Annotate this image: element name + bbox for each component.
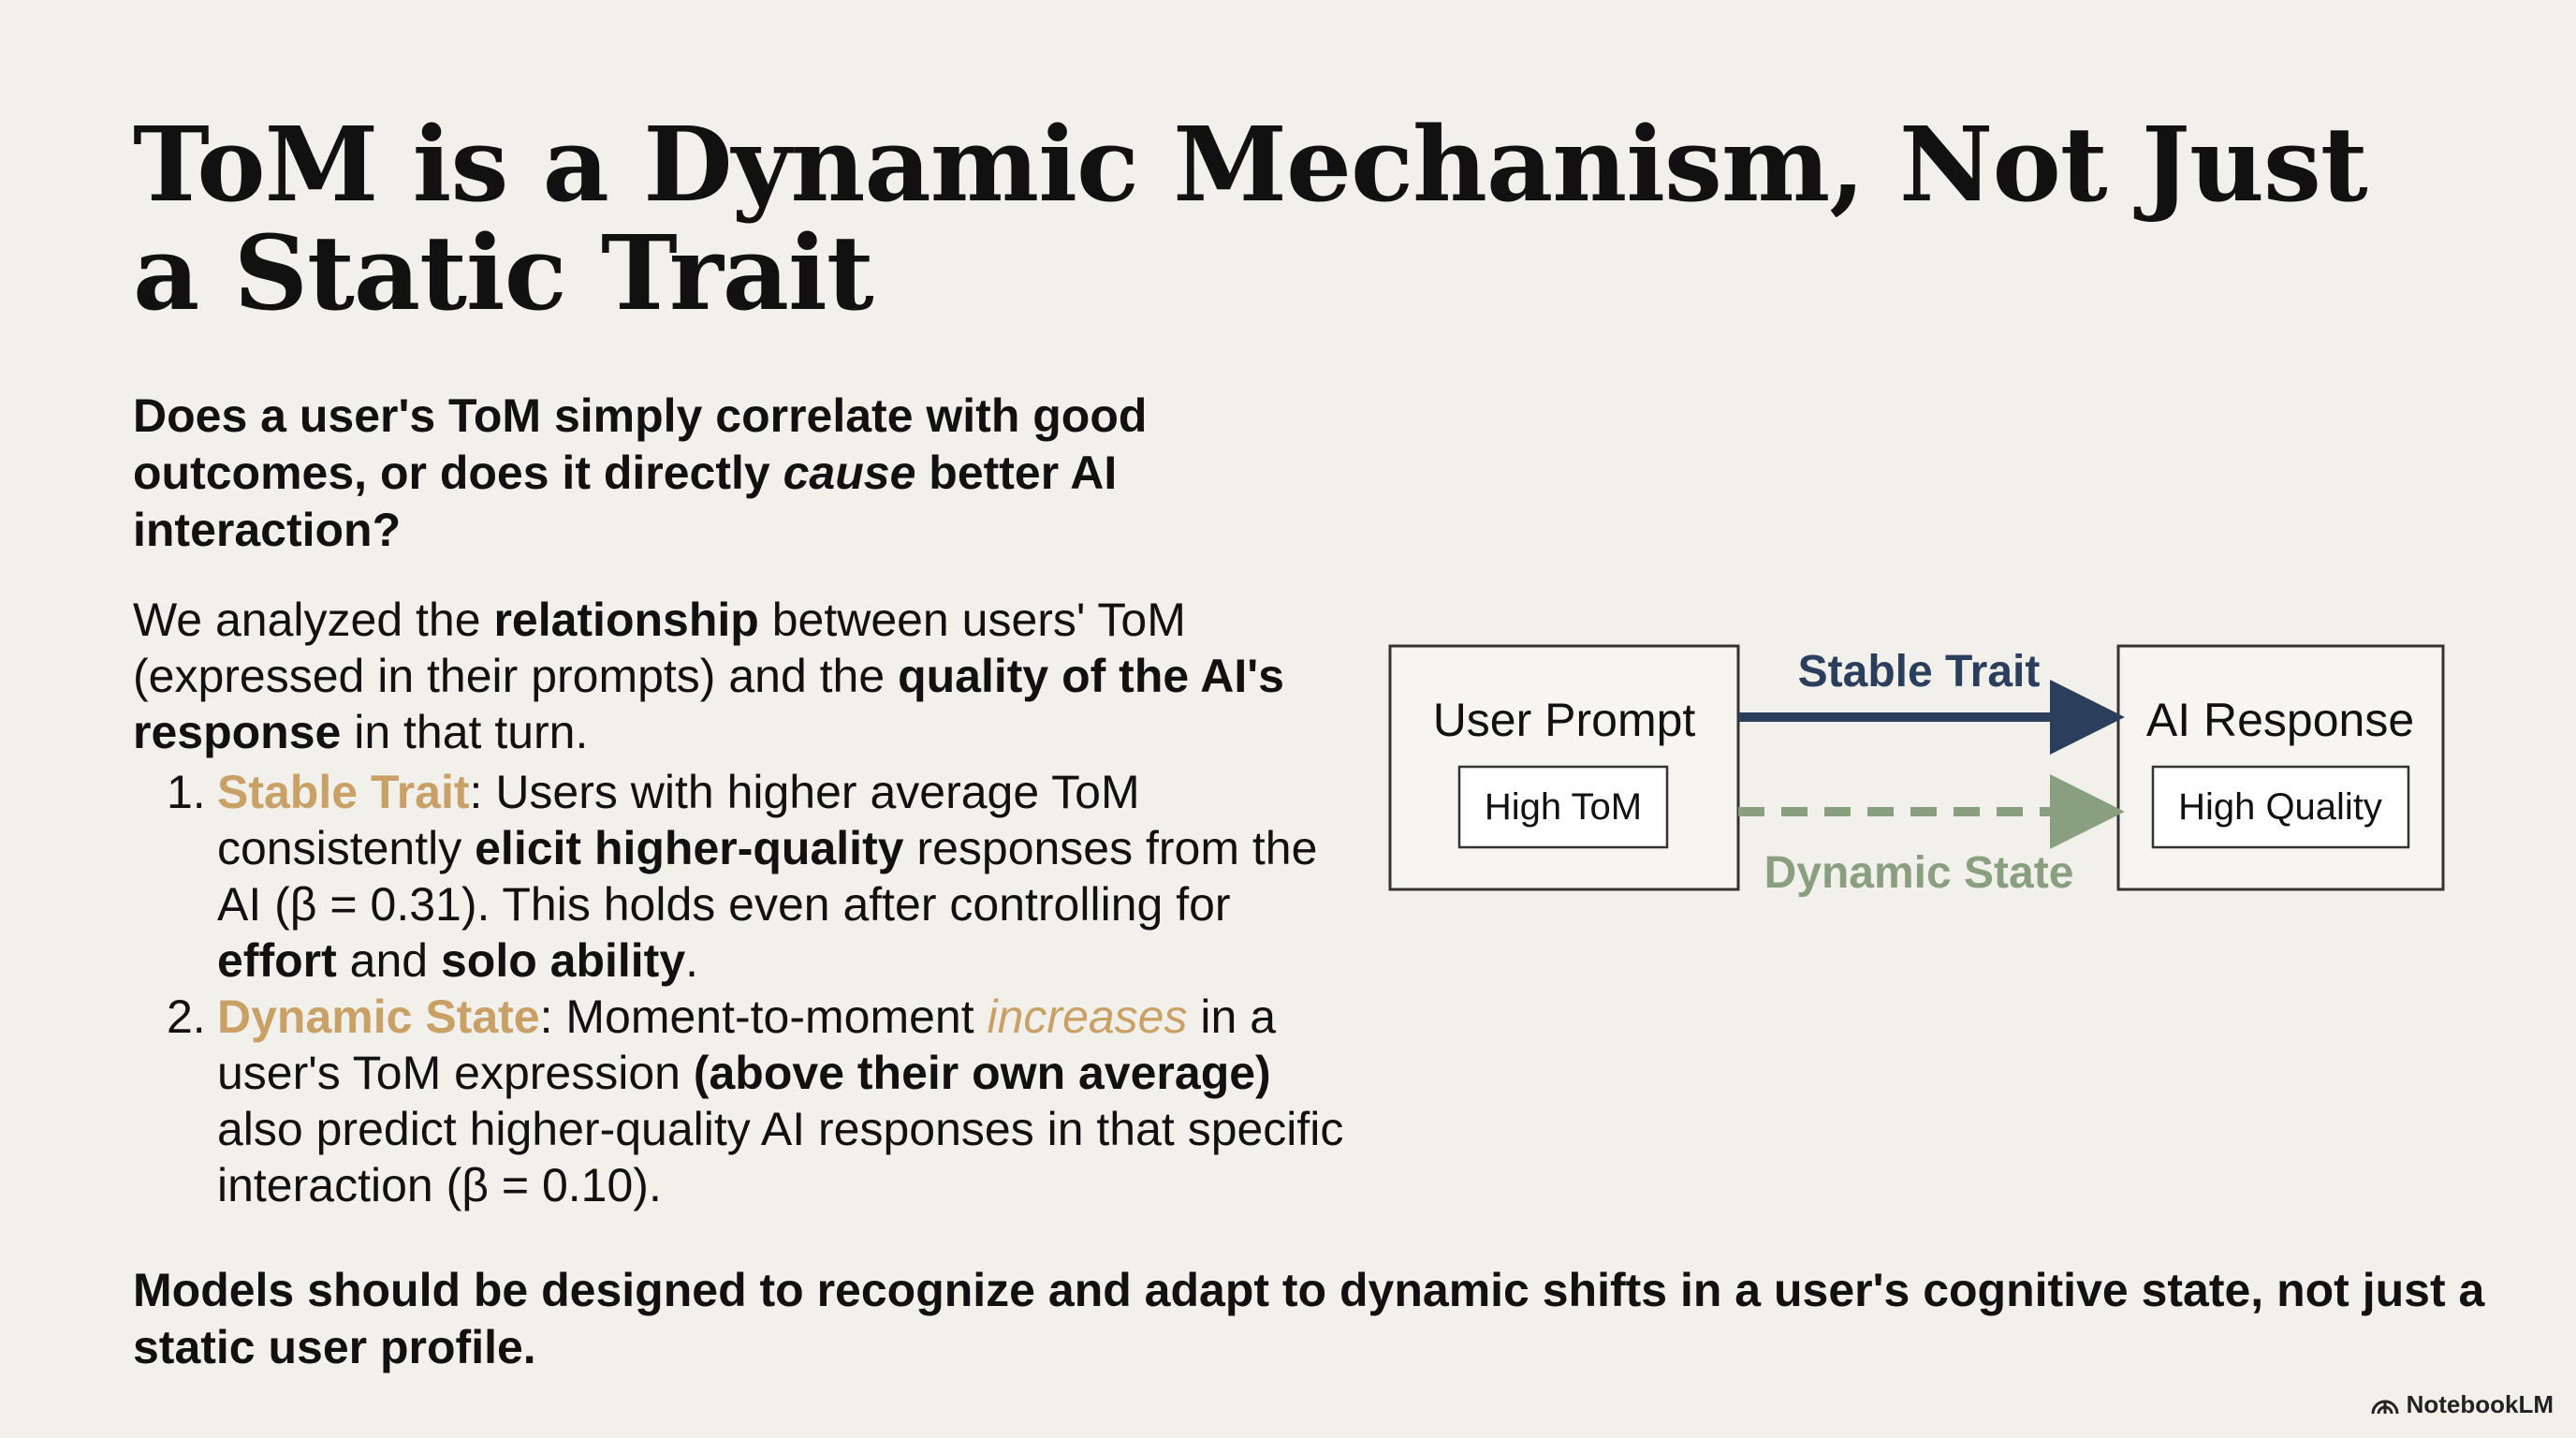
finding-bold: elicit higher-quality	[475, 822, 904, 874]
question-emphasis: cause	[783, 447, 916, 499]
finding-text: and	[336, 934, 441, 987]
intro-text-1: We analyzed the	[133, 594, 494, 646]
notebooklm-logo-icon	[2371, 1395, 2399, 1416]
finding-number: 2.	[167, 990, 206, 1043]
conclusion-text: Models should be designed to recognize and adapt to dynamic shifts in a user's cognitive state, not just a static user profile.	[133, 1264, 2485, 1373]
brand-name: NotebookLM	[2406, 1390, 2554, 1418]
user-prompt-box	[1390, 646, 1738, 889]
ai-response-box	[2118, 646, 2443, 889]
slide-title: ToM is a Dynamic Mechanism, Not Just a Static Trait	[133, 104, 2367, 333]
finding-text: also predict higher-quality AI responses in that specific interaction (β = 0.10).	[217, 1103, 1344, 1211]
intro-text-2: between users' ToM (expressed in their prompts) and the	[133, 594, 1186, 702]
intro-text-3: in that turn.	[341, 706, 589, 758]
finding-number: 1.	[167, 766, 206, 818]
ai-response-title: AI Response	[2145, 694, 2415, 746]
finding-text: responses from the AI (β = 0.31). This holds even after controlling for	[217, 822, 1318, 931]
intro-bold-2: quality of the AI's response	[133, 650, 1284, 758]
user-prompt-title: User Prompt	[1432, 694, 1696, 746]
high-quality-label: High Quality	[2178, 786, 2382, 828]
question-text-before: Does a user's ToM simply correlate with good outcomes, or does it directly	[133, 389, 1148, 499]
high-tom-label: High ToM	[1484, 786, 1643, 828]
stable-trait-label: Stable Trait	[1797, 647, 2041, 697]
finding-text: .	[685, 934, 699, 987]
finding-text: : Users with higher average ToM consistently	[217, 766, 1140, 874]
finding-bold: (above their own average)	[693, 1047, 1271, 1099]
finding-bold: solo ability	[440, 934, 686, 987]
question-text-after: better AI interaction?	[133, 447, 1118, 556]
finding-emphasis: increases	[987, 990, 1188, 1043]
finding-bold: effort	[217, 934, 337, 987]
finding-label: Dynamic State	[217, 990, 540, 1043]
dynamic-state-label: Dynamic State	[1764, 848, 2074, 898]
brand-watermark	[2371, 1390, 2554, 1419]
finding-text: in a user's ToM expression	[217, 990, 1277, 1099]
finding-label: Stable Trait	[217, 766, 470, 818]
finding-text: : Moment-to-moment	[539, 990, 988, 1043]
intro-bold-1: relationship	[493, 594, 759, 646]
